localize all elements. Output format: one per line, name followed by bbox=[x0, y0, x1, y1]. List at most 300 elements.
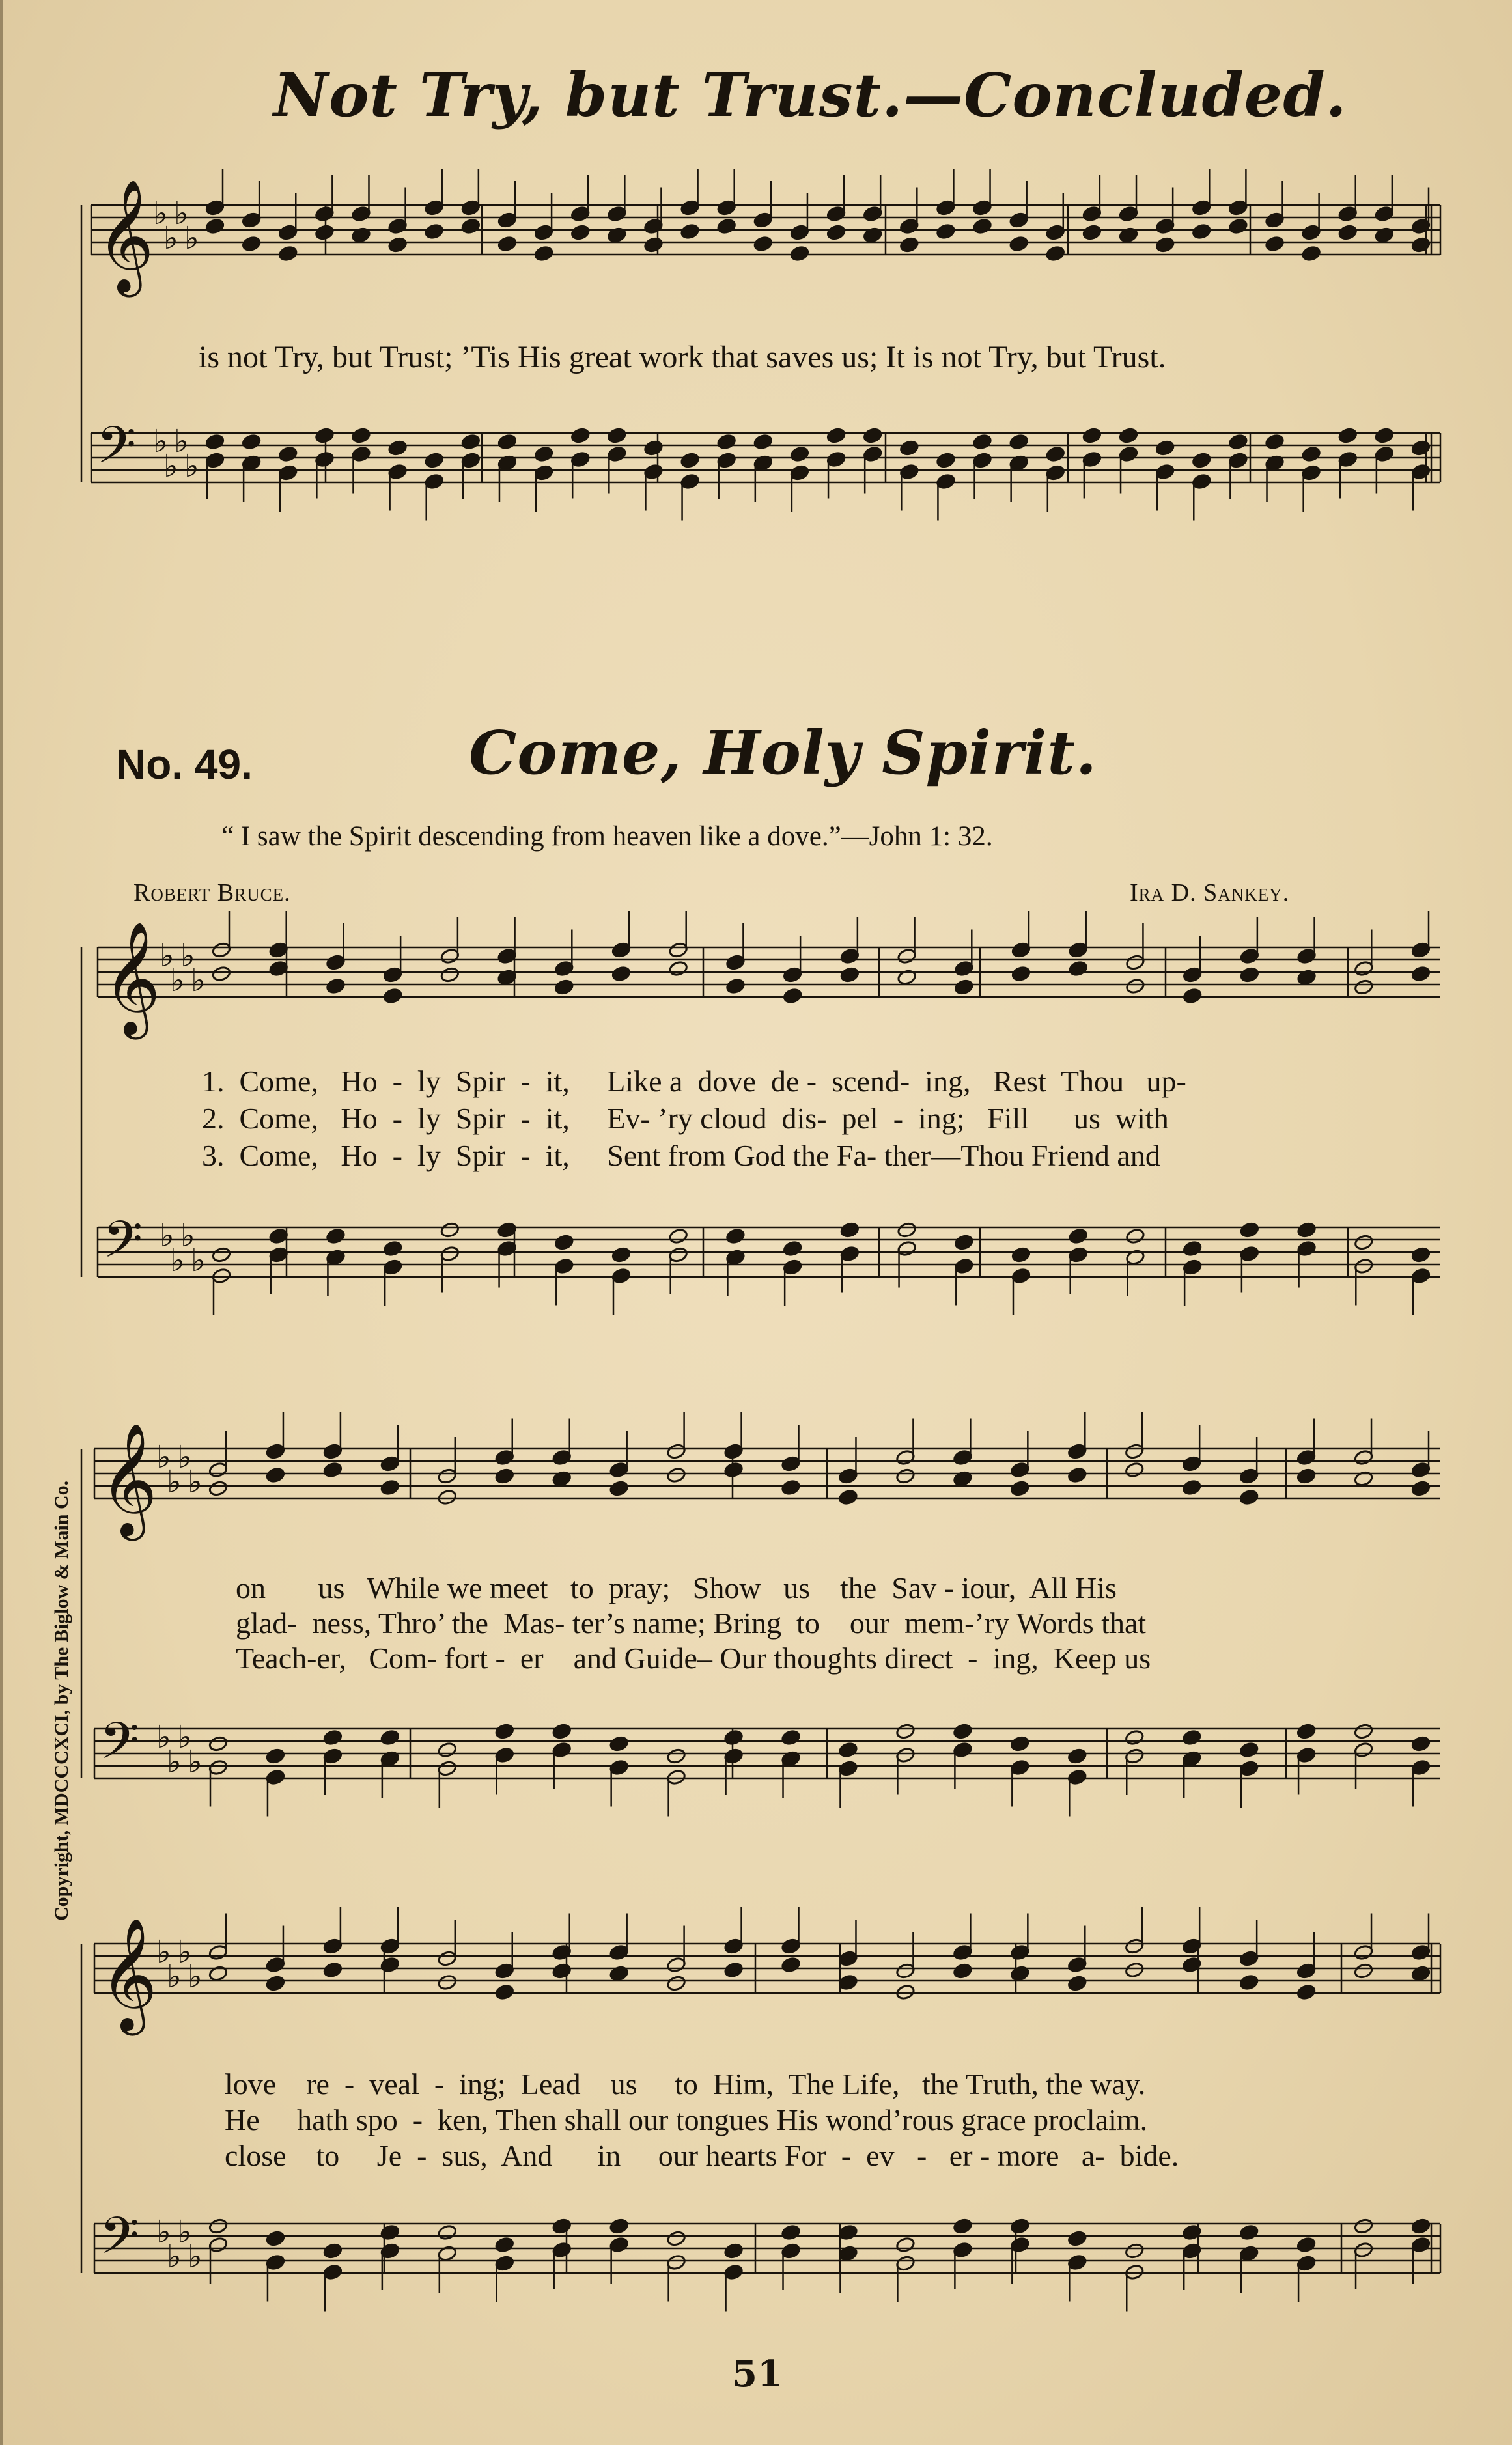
notehead bbox=[1082, 427, 1102, 444]
notehead bbox=[266, 2230, 286, 2247]
flat-sign: ♭ bbox=[160, 1218, 175, 1254]
notehead bbox=[666, 1769, 686, 1786]
notehead bbox=[438, 1468, 458, 1485]
notehead bbox=[315, 427, 335, 444]
notehead bbox=[552, 2218, 572, 2235]
notehead bbox=[212, 1268, 232, 1285]
notehead bbox=[897, 948, 917, 965]
notehead bbox=[1082, 224, 1102, 241]
notehead bbox=[1125, 1462, 1145, 1479]
notehead bbox=[753, 236, 774, 253]
notehead bbox=[1337, 451, 1358, 468]
notehead bbox=[1010, 1735, 1030, 1752]
notehead bbox=[208, 2218, 229, 2235]
notehead bbox=[1411, 942, 1431, 958]
notehead bbox=[440, 1222, 460, 1238]
notehead bbox=[1125, 954, 1145, 971]
notehead bbox=[1155, 464, 1175, 481]
verse1-line1: 1. Come, Ho - ly Spir - it, Like a dove de - scend- ing, Rest Thou up- bbox=[202, 1065, 1186, 1098]
notehead bbox=[1411, 1268, 1431, 1285]
notehead bbox=[380, 1479, 400, 1496]
notehead bbox=[953, 2242, 973, 2259]
notehead bbox=[609, 2237, 629, 2254]
notehead bbox=[208, 1462, 229, 1479]
notehead bbox=[781, 1938, 801, 1955]
notehead bbox=[609, 1462, 629, 1479]
notehead bbox=[323, 1443, 343, 1460]
flat-sign: ♭ bbox=[188, 1959, 203, 1995]
notehead bbox=[840, 966, 860, 983]
notehead bbox=[1125, 2242, 1145, 2259]
notehead bbox=[494, 2237, 514, 2254]
bass-clef: 𝄢 bbox=[96, 416, 137, 488]
notehead bbox=[897, 1222, 917, 1238]
treble-clef: 𝄞 bbox=[100, 1918, 158, 2031]
treble-clef: 𝄞 bbox=[96, 179, 154, 292]
notehead bbox=[554, 1234, 574, 1251]
notehead bbox=[680, 199, 700, 216]
notehead bbox=[753, 434, 774, 451]
notehead bbox=[242, 212, 262, 229]
notehead bbox=[1296, 1723, 1317, 1740]
notehead bbox=[1354, 1742, 1374, 1759]
notehead bbox=[1228, 218, 1248, 235]
notehead bbox=[266, 1975, 286, 1992]
notehead bbox=[680, 473, 700, 490]
notehead bbox=[666, 1443, 686, 1460]
author-credit: Robert Bruce. bbox=[133, 879, 291, 906]
notehead bbox=[1011, 942, 1031, 958]
notehead bbox=[953, 1742, 973, 1759]
notehead bbox=[387, 218, 408, 235]
notehead bbox=[440, 1246, 460, 1263]
notehead bbox=[895, 1984, 916, 2001]
notehead bbox=[840, 948, 860, 965]
notehead bbox=[643, 218, 664, 235]
notehead bbox=[781, 1455, 801, 1472]
flat-sign: ♭ bbox=[167, 1959, 182, 1995]
flat-sign: ♭ bbox=[170, 962, 185, 999]
flat-sign: ♭ bbox=[177, 1719, 192, 1755]
notehead bbox=[936, 223, 956, 240]
notehead bbox=[1411, 1462, 1431, 1479]
notehead bbox=[1068, 1246, 1088, 1263]
notehead bbox=[278, 446, 298, 463]
notehead bbox=[1375, 446, 1395, 463]
notehead bbox=[383, 966, 403, 983]
notehead bbox=[936, 452, 956, 469]
notehead bbox=[953, 2218, 973, 2235]
notehead bbox=[1067, 2254, 1087, 2271]
notehead bbox=[838, 1974, 858, 1991]
notehead bbox=[266, 1748, 286, 1765]
notehead bbox=[953, 1944, 973, 1961]
notehead bbox=[387, 440, 408, 456]
notehead bbox=[1119, 206, 1139, 223]
notehead bbox=[972, 434, 992, 451]
notehead bbox=[323, 1462, 343, 1479]
notehead bbox=[1296, 1222, 1317, 1238]
notehead bbox=[1010, 1480, 1030, 1497]
notehead bbox=[1011, 1268, 1031, 1285]
bass-clef: 𝄢 bbox=[103, 1210, 143, 1282]
notehead bbox=[570, 427, 591, 444]
notehead bbox=[440, 948, 460, 965]
notehead bbox=[268, 1246, 288, 1263]
notehead bbox=[611, 1268, 632, 1285]
notehead bbox=[1411, 1480, 1431, 1497]
notehead bbox=[1067, 2230, 1087, 2247]
notehead bbox=[323, 1748, 343, 1765]
notehead bbox=[790, 464, 810, 481]
notehead bbox=[1125, 2264, 1145, 2281]
notehead bbox=[1354, 2242, 1374, 2259]
hymn-title: Come, Holy Spirit. bbox=[469, 718, 1097, 788]
notehead bbox=[326, 978, 346, 995]
flat-sign: ♭ bbox=[167, 2239, 182, 2275]
notehead bbox=[1009, 212, 1029, 229]
notehead bbox=[497, 434, 518, 451]
notehead bbox=[1296, 2255, 1317, 2272]
notehead bbox=[666, 2230, 686, 2247]
notehead bbox=[1239, 2224, 1259, 2241]
notehead bbox=[438, 1950, 458, 1967]
notehead bbox=[1354, 979, 1374, 996]
notehead bbox=[1045, 224, 1065, 241]
notehead bbox=[424, 199, 444, 216]
notehead bbox=[1045, 464, 1065, 481]
notehead bbox=[781, 2242, 801, 2259]
notehead bbox=[1067, 1443, 1087, 1460]
notehead bbox=[552, 1944, 572, 1961]
flat-sign: ♭ bbox=[177, 1439, 192, 1475]
notehead bbox=[315, 224, 335, 241]
notehead bbox=[380, 2224, 400, 2241]
notehead bbox=[1411, 1759, 1431, 1776]
notehead bbox=[1411, 1246, 1431, 1263]
notehead bbox=[1354, 960, 1374, 977]
notehead bbox=[1265, 434, 1285, 451]
notehead bbox=[242, 434, 262, 451]
notehead bbox=[1301, 464, 1321, 481]
notehead bbox=[461, 452, 481, 469]
notehead bbox=[1011, 966, 1031, 983]
notehead bbox=[781, 1479, 801, 1496]
flat-sign: ♭ bbox=[191, 962, 206, 999]
notehead bbox=[1067, 1467, 1087, 1484]
notehead bbox=[899, 218, 919, 235]
notehead bbox=[1296, 1747, 1317, 1764]
notehead bbox=[266, 2254, 286, 2271]
notehead bbox=[552, 2242, 572, 2259]
notehead bbox=[954, 979, 974, 996]
notehead bbox=[863, 427, 883, 444]
notehead bbox=[383, 988, 403, 1005]
notehead bbox=[534, 446, 554, 463]
notehead bbox=[494, 1449, 514, 1466]
notehead bbox=[666, 1748, 686, 1765]
notehead bbox=[1155, 236, 1175, 253]
notehead bbox=[1183, 966, 1203, 983]
notehead bbox=[1296, 1984, 1317, 2001]
notehead bbox=[1337, 427, 1358, 444]
notehead bbox=[1301, 245, 1321, 262]
notehead bbox=[1239, 1489, 1259, 1506]
notehead bbox=[1009, 434, 1029, 451]
flat-sign: ♭ bbox=[167, 1464, 182, 1500]
notehead bbox=[1375, 427, 1395, 444]
notehead bbox=[609, 1944, 629, 1961]
notehead bbox=[607, 427, 627, 444]
notehead bbox=[1192, 223, 1212, 240]
notehead bbox=[212, 942, 232, 958]
flat-sign: ♭ bbox=[184, 220, 199, 257]
notehead bbox=[666, 1957, 686, 1974]
flat-sign: ♭ bbox=[167, 1744, 182, 1780]
notehead bbox=[607, 206, 627, 223]
notehead bbox=[1125, 1443, 1145, 1460]
notehead bbox=[895, 2237, 916, 2254]
notehead bbox=[826, 206, 847, 223]
notehead bbox=[424, 452, 444, 469]
notehead bbox=[212, 966, 232, 983]
flat-sign: ♭ bbox=[156, 1719, 171, 1755]
notehead bbox=[838, 1489, 858, 1506]
verse1-line2: on us While we meet to pray; Show us the Sav - iour, All His bbox=[236, 1571, 1117, 1604]
continued-title: Not Try, but Trust.—Concluded. bbox=[273, 60, 1347, 130]
notehead bbox=[380, 1729, 400, 1746]
notehead bbox=[954, 960, 974, 977]
notehead bbox=[1411, 1735, 1431, 1752]
verse3-line3: close to Je - sus, And in our hearts For - ev - er - more a- bide. bbox=[225, 2139, 1179, 2172]
notehead bbox=[1183, 988, 1203, 1005]
notehead bbox=[1010, 2237, 1030, 2254]
notehead bbox=[1265, 236, 1285, 253]
notehead bbox=[838, 1760, 858, 1777]
flat-sign: ♭ bbox=[180, 938, 195, 974]
notehead bbox=[1337, 224, 1358, 241]
notehead bbox=[1296, 948, 1317, 965]
notehead bbox=[666, 2254, 686, 2271]
notehead bbox=[1411, 236, 1431, 253]
verse2-line1: 2. Come, Ho - ly Spir - it, Ev- ’ry cloud dis- pel - ing; Fill us with bbox=[202, 1102, 1169, 1135]
flat-sign: ♭ bbox=[174, 195, 189, 232]
notehead bbox=[838, 1950, 858, 1967]
notehead bbox=[315, 206, 335, 223]
notehead bbox=[380, 1455, 400, 1472]
notehead bbox=[387, 236, 408, 253]
notehead bbox=[1240, 1246, 1260, 1263]
flat-sign: ♭ bbox=[188, 1744, 203, 1780]
notehead bbox=[1045, 446, 1065, 463]
notehead bbox=[838, 2224, 858, 2241]
notehead bbox=[268, 1228, 288, 1245]
notehead bbox=[1119, 427, 1139, 444]
notehead bbox=[570, 224, 591, 241]
notehead bbox=[611, 966, 632, 983]
notehead bbox=[611, 1246, 632, 1263]
notehead bbox=[380, 1957, 400, 1974]
notehead bbox=[1411, 966, 1431, 983]
notehead bbox=[783, 1259, 803, 1276]
notehead bbox=[351, 427, 371, 444]
notehead bbox=[1011, 1246, 1031, 1263]
notehead bbox=[1296, 1468, 1317, 1485]
flat-sign: ♭ bbox=[163, 220, 178, 257]
notehead bbox=[972, 218, 992, 235]
notehead bbox=[1228, 452, 1248, 469]
notehead bbox=[266, 1957, 286, 1974]
notehead bbox=[668, 960, 688, 977]
notehead bbox=[554, 960, 574, 977]
notehead bbox=[1010, 2218, 1030, 2235]
notehead bbox=[1411, 2218, 1431, 2235]
notehead bbox=[723, 1462, 744, 1479]
flat-sign: ♭ bbox=[153, 423, 168, 460]
notehead bbox=[1009, 236, 1029, 253]
notehead bbox=[1375, 206, 1395, 223]
flat-sign: ♭ bbox=[156, 1439, 171, 1475]
notehead bbox=[1354, 1944, 1374, 1961]
notehead bbox=[668, 942, 688, 958]
notehead bbox=[716, 434, 736, 451]
notehead bbox=[323, 2264, 343, 2281]
verse1-line3: love re - veal - ing; Lead us to Him, The Life, the Truth, the way. bbox=[225, 2067, 1146, 2101]
notehead bbox=[1411, 1944, 1431, 1961]
notehead bbox=[783, 988, 803, 1005]
notehead bbox=[266, 1443, 286, 1460]
notehead bbox=[668, 1246, 688, 1263]
notehead bbox=[840, 1222, 860, 1238]
notehead bbox=[266, 1769, 286, 1786]
notehead bbox=[936, 473, 956, 490]
notehead bbox=[497, 212, 518, 229]
notehead bbox=[954, 1258, 974, 1275]
notehead bbox=[1239, 1468, 1259, 1485]
notehead bbox=[1301, 446, 1321, 463]
notehead bbox=[497, 236, 518, 253]
notehead bbox=[208, 1735, 229, 1752]
notehead bbox=[1183, 1240, 1203, 1257]
notehead bbox=[895, 1963, 916, 1979]
notehead bbox=[380, 1938, 400, 1955]
notehead bbox=[643, 440, 664, 456]
notehead bbox=[534, 464, 554, 481]
notehead bbox=[790, 245, 810, 262]
notehead bbox=[666, 1467, 686, 1484]
notehead bbox=[534, 245, 554, 262]
notehead bbox=[1239, 1742, 1259, 1759]
notehead bbox=[1068, 960, 1088, 977]
verse3-line2: Teach-er, Com- fort - er and Guide– Our thoughts direct - ing, Keep us bbox=[236, 1642, 1151, 1675]
notehead bbox=[570, 451, 591, 468]
notehead bbox=[424, 223, 444, 240]
notehead bbox=[205, 452, 225, 469]
copyright-notice: Copyright, MDCCCXCI, by The Biglow & Main Co. bbox=[51, 1480, 72, 1921]
notehead bbox=[323, 1962, 343, 1979]
notehead bbox=[609, 1735, 629, 1752]
notehead bbox=[863, 206, 883, 223]
notehead bbox=[278, 245, 298, 262]
notehead bbox=[680, 223, 700, 240]
notehead bbox=[323, 1938, 343, 1955]
notehead bbox=[438, 1760, 458, 1777]
notehead bbox=[1155, 218, 1175, 235]
notehead bbox=[494, 1468, 514, 1485]
notehead bbox=[1240, 1222, 1260, 1238]
notehead bbox=[205, 218, 225, 235]
notehead bbox=[895, 1468, 916, 1485]
notehead bbox=[723, 2242, 744, 2259]
notehead bbox=[840, 1246, 860, 1263]
page-number: 51 bbox=[732, 2353, 783, 2396]
notehead bbox=[323, 2242, 343, 2259]
notehead bbox=[1068, 942, 1088, 958]
notehead bbox=[1125, 978, 1145, 995]
notehead bbox=[438, 2224, 458, 2241]
notehead bbox=[723, 1962, 744, 1979]
notehead bbox=[725, 978, 746, 995]
notehead bbox=[494, 2255, 514, 2272]
notehead bbox=[899, 464, 919, 481]
notehead bbox=[1182, 1479, 1202, 1496]
notehead bbox=[461, 199, 481, 216]
notehead bbox=[351, 206, 371, 223]
notehead bbox=[781, 2224, 801, 2241]
treble-clef: 𝄞 bbox=[100, 1423, 158, 1536]
notehead bbox=[278, 224, 298, 241]
notehead bbox=[1354, 1723, 1374, 1740]
notehead bbox=[895, 1747, 916, 1764]
clefs bbox=[96, 179, 206, 2278]
notehead bbox=[326, 1228, 346, 1245]
notehead bbox=[953, 1723, 973, 1740]
notehead bbox=[266, 1467, 286, 1484]
notehead bbox=[897, 1240, 917, 1257]
notehead bbox=[725, 954, 746, 971]
notehead bbox=[1301, 224, 1321, 241]
flat-sign: ♭ bbox=[156, 1934, 171, 1970]
notehead bbox=[723, 1729, 744, 1746]
notehead bbox=[1228, 199, 1248, 216]
flat-sign: ♭ bbox=[188, 1464, 203, 1500]
notehead bbox=[609, 1480, 629, 1497]
notehead bbox=[972, 199, 992, 216]
notehead bbox=[723, 1748, 744, 1765]
notehead bbox=[1068, 1228, 1088, 1245]
notehead bbox=[1239, 1950, 1259, 1967]
notehead bbox=[781, 1729, 801, 1746]
notehead bbox=[552, 1963, 572, 1979]
notehead bbox=[1155, 440, 1175, 456]
notehead bbox=[1010, 1759, 1030, 1776]
notehead bbox=[1183, 1259, 1203, 1276]
notehead bbox=[1119, 446, 1139, 463]
flat-sign: ♭ bbox=[177, 2214, 192, 2250]
notehead bbox=[953, 1963, 973, 1979]
notehead bbox=[826, 427, 847, 444]
notehead bbox=[607, 446, 627, 463]
notehead bbox=[438, 1489, 458, 1506]
notehead bbox=[790, 224, 810, 241]
verse3-line1: 3. Come, Ho - ly Spir - it, Sent from God the Fa- ther—Thou Friend and bbox=[202, 1139, 1160, 1172]
notehead bbox=[1125, 1962, 1145, 1979]
flat-sign: ♭ bbox=[163, 448, 178, 484]
notehead bbox=[783, 966, 803, 983]
notehead bbox=[1411, 218, 1431, 235]
composer-credit: Ira D. Sankey. bbox=[1130, 879, 1290, 906]
notehead bbox=[725, 1228, 746, 1245]
